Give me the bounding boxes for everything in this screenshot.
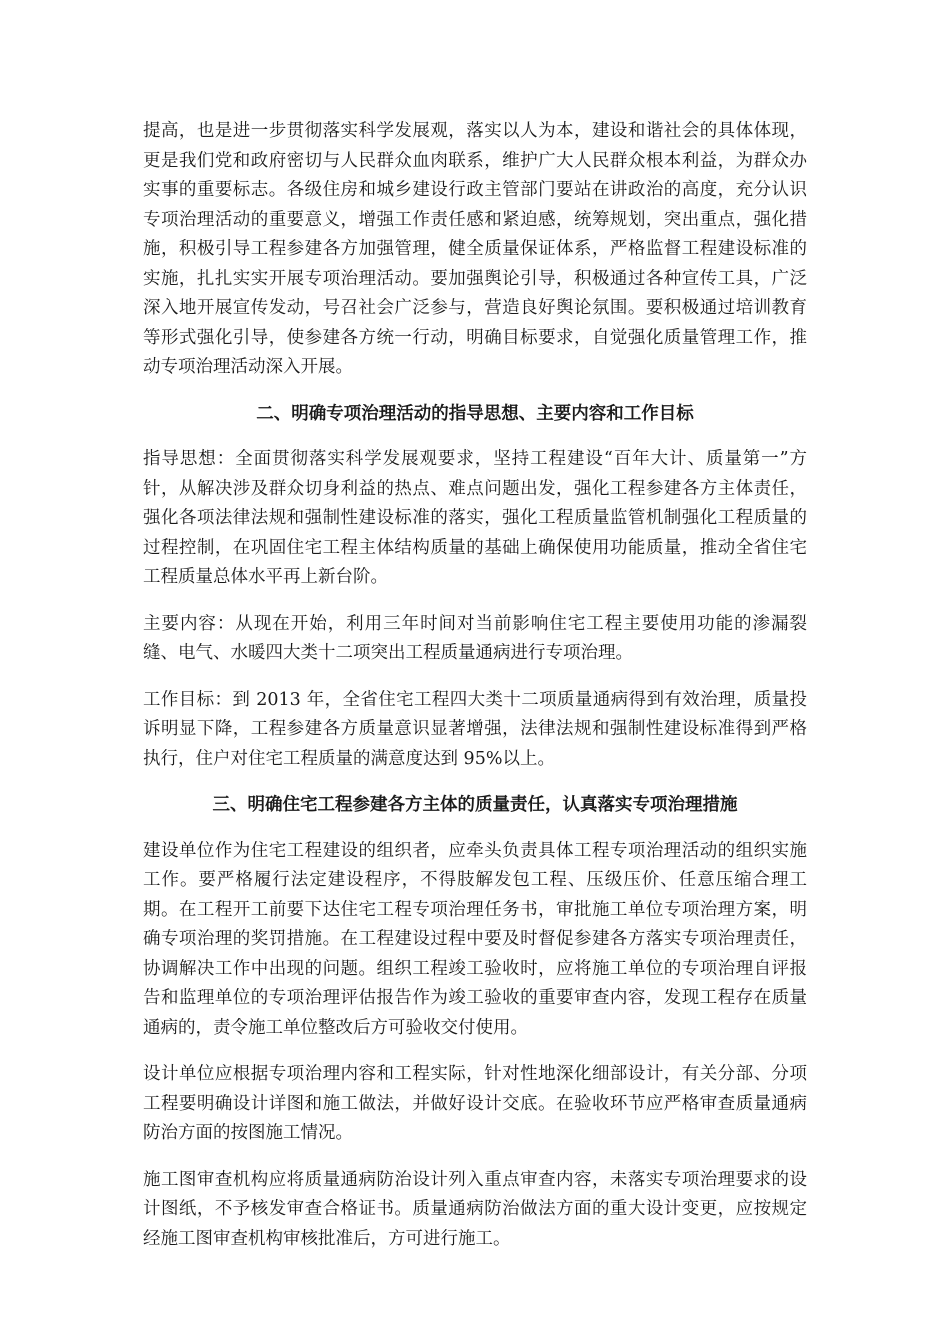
paragraph-guiding-ideology: 指导思想：全面贯彻落实科学发展观要求，坚持工程建设“百年大计、质量第一”方针，从解决涉及群众切身利益的热点、难点问题出发，强化工程参建各方主体责任，强化各项法律法规和强制性建设标准的落实，强化工程质量监管机制强化工程质量的过程控制，在巩固住宅工程主体结构质量的基础上确保使用功能质量，推动全省住宅工程质量总体水平再上新台阶。 [143,449,807,587]
paragraph-importance: 提高，也是进一步贯彻落实科学发展观，落实以人为本，建设和谐社会的具体体现，更是我们党和政府密切与人民群众血肉联系，维护广大人民群众根本利益，为群众办实事的重要标志。各级住房和城乡建设行政主管部门要站在讲政治的高度，充分认识专项治理活动的重要意义，增强工作责任感和紧迫感，统筹规划，突出重点，强化措施，积极引导工程参建各方加强管理，健全质量保证体系，严格监督工程建设标准的实施，扎扎实实开展专项治理活动。要加强舆论引导，积极通过各种宣传工具，广泛深入地开展宣传发动，号召社会广泛参与，营造良好舆论氛围。要积极通过培训教育等形式强化引导，使参建各方统一行动，明确目标要求，自觉强化质量管理工作，推动专项治理活动深入开展。 [143,121,807,377]
section-heading-2: 二、明确专项治理活动的指导思想、主要内容和工作目标 [256,403,694,424]
paragraph-construction-unit: 建设单位作为住宅工程建设的组织者，应牵头负责具体工程专项治理活动的组织实施工作。要严格履行法定建设程序，不得肢解发包工程、压级压价、任意压缩合理工期。在工程开工前要下达住宅工程专项治理任务书，审批施工单位专项治理方案，明确专项治理的奖罚措施。在工程建设过程中要及时督促参建各方落实专项治理责任，协调解决工作中出现的问题。组织工程竣工验收时，应将施工单位的专项治理自评报告和监理单位的专项治理评估报告作为竣工验收的重要审查内容，发现工程存在质量通病的，责令施工单位整改后方可验收交付使用。 [143,840,807,1038]
document-page [143,117,807,1271]
section-heading-3: 三、明确住宅工程参建各方主体的质量责任，认真落实专项治理措施 [212,795,738,815]
paragraph-review-agency: 施工图审查机构应将质量通病防治设计列入重点审查内容，未落实专项治理要求的设计图纸，不予核发审查合格证书。质量通病防治做法方面的重大设计变更，应按规定经施工图审查机构审核批准后，方可进行施工。 [143,1169,807,1249]
paragraph-main-content: 主要内容：从现在开始，利用三年时间对当前影响住宅工程主要使用功能的渗漏裂缝、电气、水暖四大类十二项突出工程质量通病进行专项治理。 [143,613,807,663]
paragraph-design-unit: 设计单位应根据专项治理内容和工程实际，针对性地深化细部设计，有关分部、分项工程要明确设计详图和施工做法，并做好设计交底。在验收环节应严格审查质量通病防治方面的按图施工情况。 [143,1064,807,1143]
paragraph-work-goal: 工作目标：到 2013 年，全省住宅工程四大类十二项质量通病得到有效治理，质量投诉明显下降，工程参建各方质量意识显著增强，法律法规和强制性建设标准得到严格执行，住户对住宅工程质量的满意度达到 95%以上。 [143,689,807,769]
